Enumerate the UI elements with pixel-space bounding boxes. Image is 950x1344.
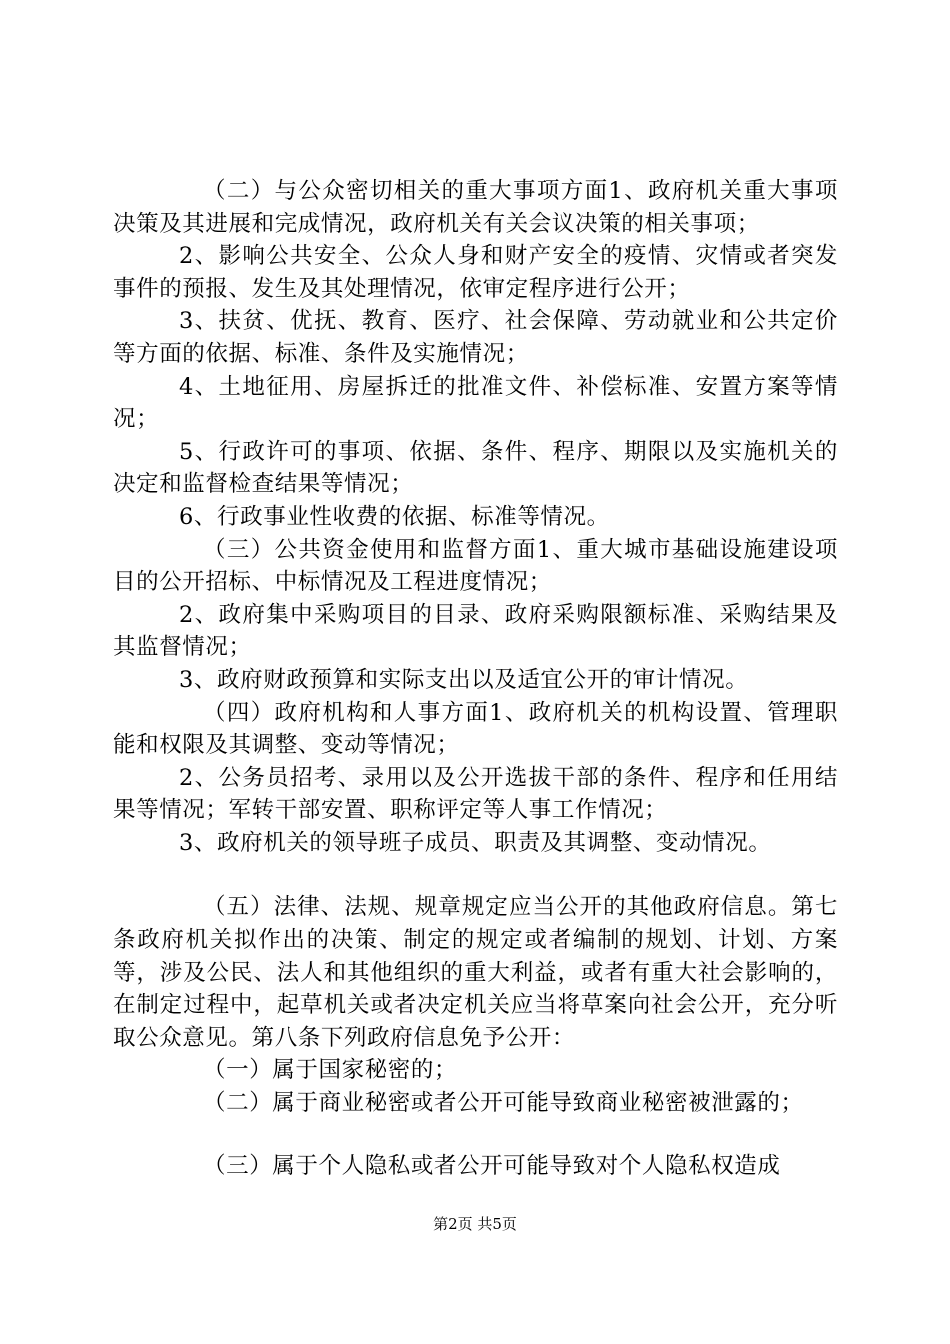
paragraph: 2、政府集中采购项目的目录、政府采购限额标准、采购结果及其监督情况； (113, 601, 838, 661)
paragraph: （一）属于国家秘密的； (203, 1057, 458, 1084)
document-body (113, 175, 838, 1182)
paragraph: （三）属于个人隐私或者公开可能导致对个人隐私权造成 (203, 1152, 781, 1179)
paragraph: （五）法律、法规、规章规定应当公开的其他政府信息。第七条政府机关拟作出的决策、制定的规定或者编制的规划、计划、方案等，涉及公民、法人和其他组织的重大利益，或者有重大社会影响的，在制定过程中，起草机关或者决定机关应当将草案向社会公开，充分听取公众意见。第八条下列政府信息免予公开： (113, 894, 838, 1051)
paragraph: 6、行政事业性收费的依据、标准等情况。 (179, 503, 610, 530)
paragraph: 3、扶贫、优抚、教育、医疗、社会保障、劳动就业和公共定价等方面的依据、标准、条件及实施情况； (113, 308, 838, 367)
paragraph: （二）与公众密切相关的重大事项方面1、政府机关重大事项决策及其进展和完成情况，政府机关有关会议决策的相关事项； (113, 178, 838, 237)
paragraph: 5、行政许可的事项、依据、条件、程序、期限以及实施机关的决定和监督检查结果等情况； (113, 438, 838, 498)
paragraph: 2、影响公共安全、公众人身和财产安全的疫情、灾情或者突发事件的预报、发生及其处理情况，依审定程序进行公开； (113, 243, 838, 302)
paragraph: （三）公共资金使用和监督方面1、重大城市基础设施建设项目的公开招标、中标情况及工程进度情况； (113, 536, 838, 596)
paragraph: 4、土地征用、房屋拆迁的批准文件、补偿标准、安置方案等情况； (113, 373, 838, 433)
paragraph: （四）政府机构和人事方面1、政府机关的机构设置、管理职能和权限及其调整、变动等情况； (113, 699, 838, 759)
paragraph: （二）属于商业秘密或者公开可能导致商业秘密被泄露的； (203, 1090, 804, 1117)
paragraph: 3、政府机关的领导班子成员、职责及其调整、变动情况。 (179, 829, 772, 856)
paragraph: 2、公务员招考、录用以及公开选拔干部的条件、程序和任用结果等情况；军转干部安置、职称评定等人事工作情况； (113, 764, 838, 824)
page-number-label: 第2页 共5页 (433, 1215, 517, 1233)
page-footer (0, 1214, 950, 1234)
paragraph: 3、政府财政预算和实际支出以及适宜公开的审计情况。 (179, 666, 749, 693)
